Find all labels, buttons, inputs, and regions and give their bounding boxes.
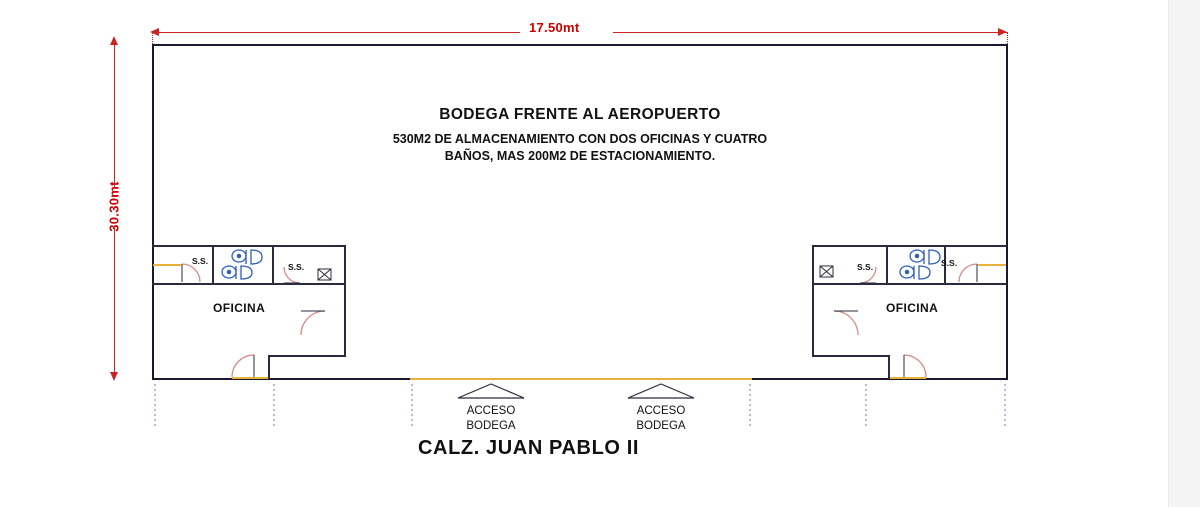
left-office-window-symbol — [318, 269, 331, 280]
entrance-arrow-2 — [628, 384, 694, 398]
right-office-bath-divider — [812, 283, 1007, 285]
building-wall-left — [152, 44, 154, 380]
building-wall-top — [152, 44, 1008, 46]
right-bath-fixtures — [900, 250, 940, 279]
dimension-width-line-right — [613, 32, 1007, 33]
dimension-width-label: 17.50mt — [529, 20, 580, 35]
entrance-1-label-line2: BODEGA — [466, 420, 516, 432]
entrance-opening-wall — [410, 378, 752, 380]
right-bath-1-label: S.S. — [857, 262, 874, 272]
left-bath-middle-divider — [272, 245, 274, 283]
left-door-leaves — [182, 264, 325, 377]
dimension-height-line-bottom — [114, 228, 115, 373]
building-wall-right — [1006, 44, 1008, 380]
dimension-height-arrow-top — [110, 36, 118, 45]
entrance-arrow-1 — [458, 384, 524, 398]
left-office-opening — [153, 264, 181, 266]
page-subtitle-line2: BAÑOS, MAS 200M2 DE ESTACIONAMIENTO. — [444, 149, 716, 163]
right-bath-middle-divider — [886, 245, 888, 283]
right-office-label: OFICINA — [886, 301, 939, 315]
left-bath-1-label: S.S. — [192, 256, 209, 266]
bottom-extension-lines — [155, 384, 1005, 428]
right-office-wall-bottom-step — [812, 355, 890, 357]
right-door-swings — [834, 264, 977, 377]
right-bath-2-label: S.S. — [941, 258, 958, 268]
right-office-wall-left — [812, 245, 814, 356]
dimension-height-label: 30.30mt — [106, 181, 122, 232]
dimension-width-line-left — [155, 32, 520, 33]
left-office-wall-right — [344, 245, 346, 356]
building-wall-bottom-left — [152, 378, 410, 380]
left-bath-left-divider — [212, 245, 214, 283]
page-title: BODEGA FRENTE AL AEROPUERTO — [439, 106, 721, 123]
right-door-leaves — [834, 264, 977, 377]
entrance-2-label-line1: ACCESO — [636, 405, 686, 417]
dimension-width-arrow-right — [998, 28, 1007, 36]
left-office-wall-bottom-step — [268, 355, 346, 357]
right-office-door-opening-bottom — [890, 377, 926, 379]
right-office-wall-top — [812, 245, 1007, 247]
page-subtitle-line1: 530M2 DE ALMACENAMIENTO CON DOS OFICINAS Y CUATRO — [392, 132, 768, 146]
dimension-height-line-top — [114, 44, 115, 189]
right-office-wall-step-vertical — [888, 355, 890, 379]
entrance-2-label-line2: BODEGA — [636, 420, 686, 432]
left-office-bath-divider — [152, 283, 346, 285]
left-office-wall-top — [152, 245, 346, 247]
left-bath-fixtures — [222, 250, 262, 279]
right-office-opening — [978, 264, 1006, 266]
left-bath-2-label: S.S. — [288, 262, 305, 272]
left-office-label: OFICINA — [213, 301, 266, 315]
street-label: CALZ. JUAN PABLO II — [418, 437, 640, 459]
dimension-height-arrow-bottom — [110, 372, 118, 381]
left-door-swings — [182, 264, 325, 377]
left-office-door-opening-bottom — [232, 377, 268, 379]
left-office-wall-step-vertical — [268, 355, 270, 379]
building-wall-bottom-right — [751, 378, 1008, 380]
entrance-1-label-line1: ACCESO — [466, 405, 516, 417]
right-office-window-symbol — [820, 266, 833, 277]
